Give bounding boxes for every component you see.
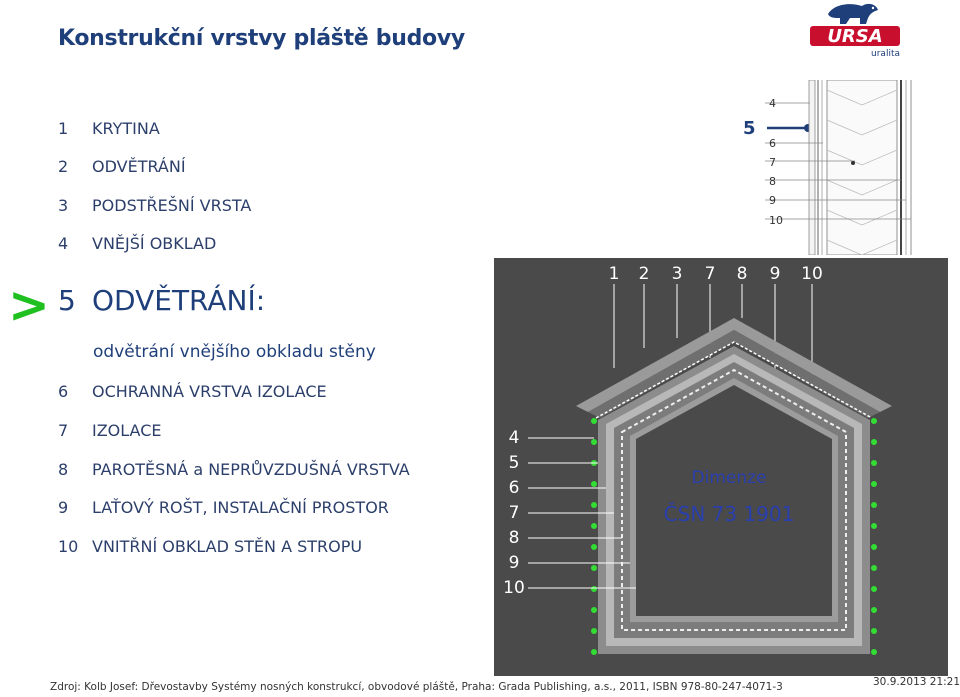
side-label: 6 (508, 478, 520, 498)
side-label: 5 (508, 453, 520, 473)
dimension-norm: ČSN 73 1901 (663, 502, 795, 526)
source-footer: Zdroj: Kolb Josef: Dřevostavby Systémy nosných konstrukcí, obvodové pláště, Praha: Grada Publishing, a.s., 2011, ISBN 978-80-247-4071-3 (50, 681, 783, 693)
side-label: 9 (508, 553, 520, 573)
top-label: 3 (671, 264, 683, 284)
house-section-diagram (494, 258, 948, 676)
polar-bear-icon (828, 4, 878, 24)
detail-label: 6 (769, 137, 776, 150)
list-item: 2 ODVĚTRÁNÍ (58, 157, 186, 176)
ursa-logo (806, 0, 926, 64)
list-item: 8 PAROTĚSNÁ a NEPRŮVZDUŠNÁ VRSTVA (58, 460, 410, 479)
list-item: 10 VNITŘNÍ OBKLAD STĚN A STROPU (58, 537, 363, 556)
detail-label: 10 (769, 214, 783, 227)
side-label: 7 (508, 503, 520, 523)
top-label: 9 (769, 264, 781, 284)
side-label: 10 (503, 578, 525, 598)
side-label: 8 (508, 528, 520, 548)
list-item-subtitle: odvětrání vnějšího obkladu stěny (93, 342, 376, 362)
dimension-label: Dimenze (691, 468, 767, 488)
detail-marker: 5 (743, 118, 756, 139)
list-item: 9 LAŤOVÝ ROŠT, INSTALAČNÍ PROSTOR (58, 498, 389, 517)
list-item: 1 KRYTINA (58, 119, 160, 138)
detail-label: 8 (769, 175, 776, 188)
detail-label: 9 (769, 194, 776, 207)
top-label: 10 (801, 264, 823, 284)
list-item: 7 IZOLACE (58, 421, 162, 440)
top-label: 8 (736, 264, 748, 284)
side-label: 4 (508, 428, 520, 448)
page-title: Konstrukční vrstvy pláště budovy (58, 26, 465, 51)
detail-label: 4 (769, 97, 776, 110)
top-label: 2 (638, 264, 650, 284)
wall-detail-drawing (735, 80, 960, 255)
logo-brand: URSA (827, 26, 883, 47)
list-item: 3 PODSTŘEŠNÍ VRSTA (58, 196, 252, 215)
list-item: 6 OCHRANNÁ VRSTVA IZOLACE (58, 382, 327, 401)
list-item-highlighted: 5 ODVĚTRÁNÍ: (58, 284, 266, 317)
list-item: 4 VNĚJŠÍ OBKLAD (58, 234, 217, 253)
date-stamp: 30.9.2013 21:21 (873, 676, 960, 688)
detail-label: 7 (769, 156, 776, 169)
top-label: 1 (608, 264, 620, 284)
logo-sub: uralita (871, 49, 900, 59)
highlight-arrow-icon: > (8, 276, 50, 334)
top-label: 7 (704, 264, 716, 284)
